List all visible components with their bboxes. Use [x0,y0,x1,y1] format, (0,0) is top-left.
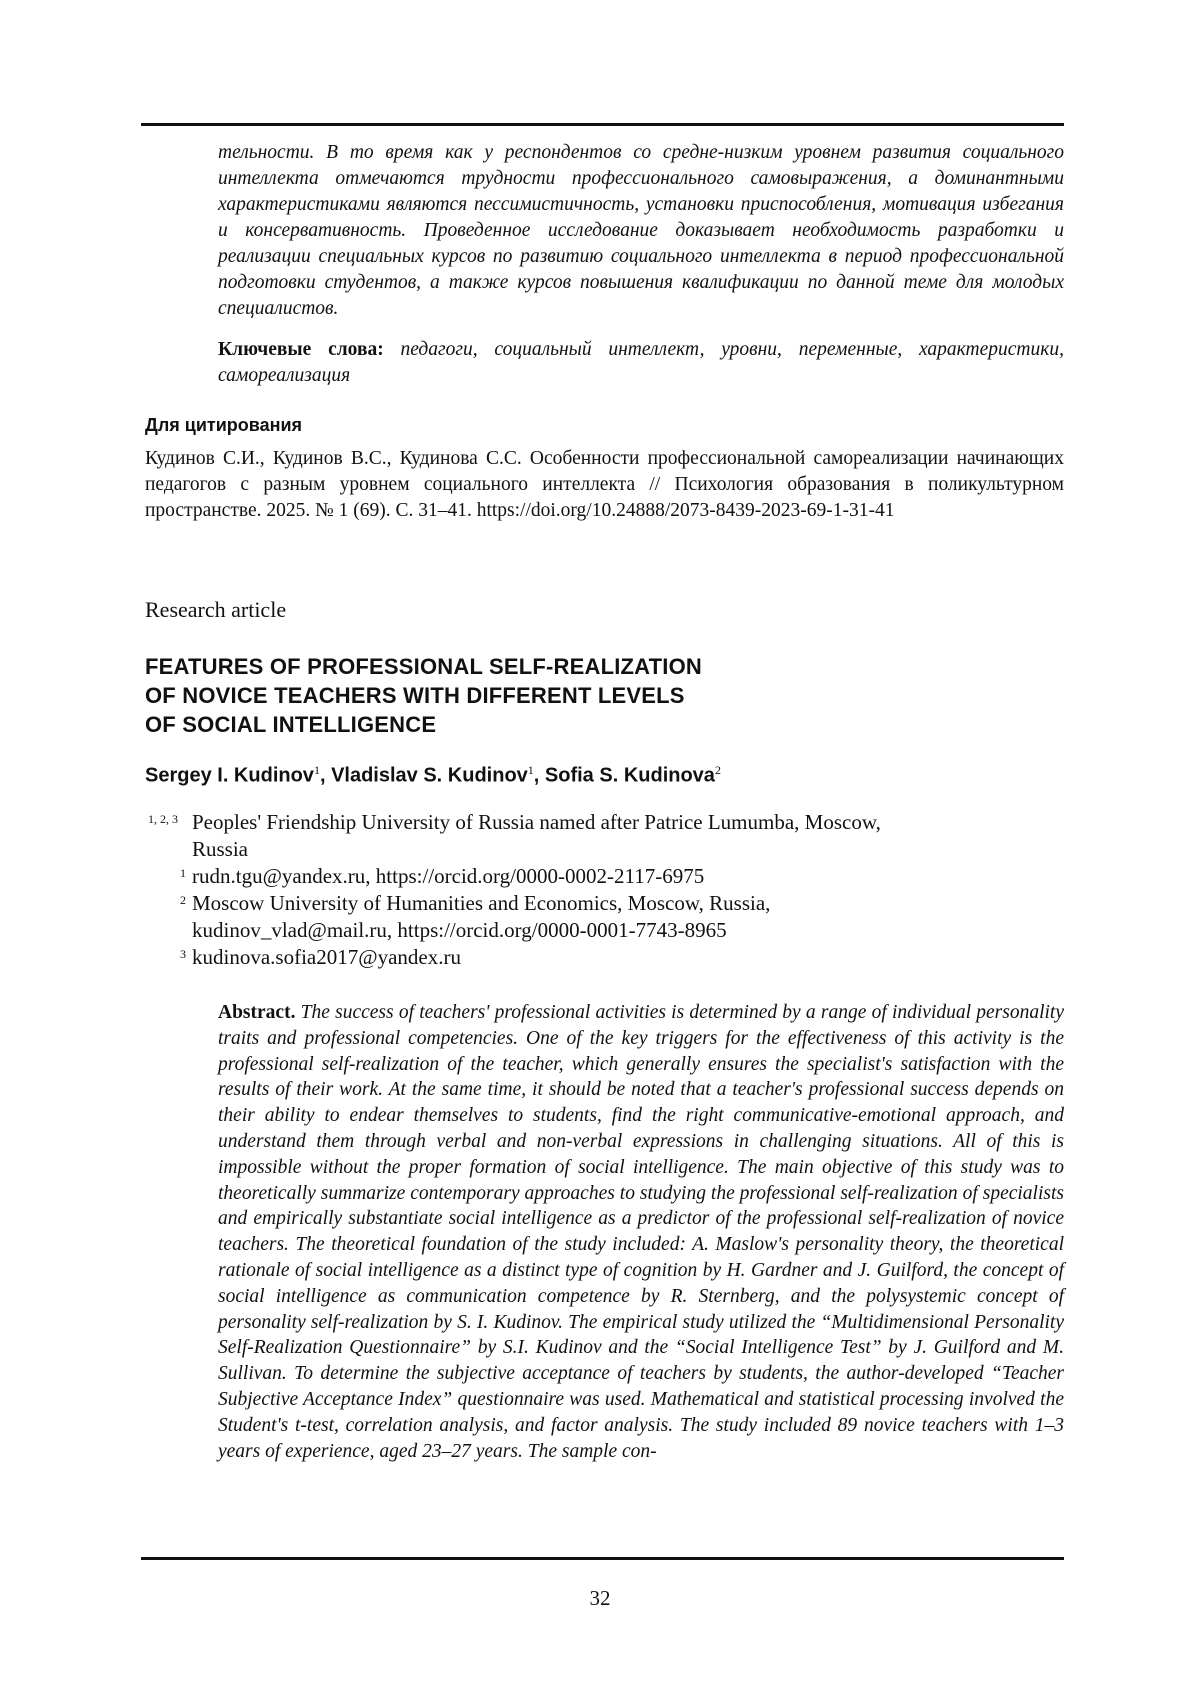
russian-abstract-text: тельности. В то время как у респондентов со средне-низким уровнем развития социального интеллекта отмечаются трудности профессионального самовыражения, а доминантными характеристиками являются пессимистичность, установки приспособления, мотивация избегания и консервативность. Проведенное исследование доказывает необходимость разработки и реализации специальных курсов по развитию социального интеллекта в период профессиональной подготовки студентов, а также курсов повышения квалификации по данной теме для молодых специалистов. [218,140,1064,322]
affiliation-row-continued [145,836,1045,863]
citation-text: Кудинов С.И., Кудинов В.С., Кудинова С.С. Особенности профессиональной самореализации начинающих педагогов с разным уровнем социального интеллекта // Психология образования в поликультурном пространстве. 2025. № 1 (69). С. 31–41. https://doi.org/10.24888/2073-8439-2023-69-1-31-41 [145,446,1064,524]
article-type: Research article [145,597,286,623]
affiliation-text: Moscow University of Humanities and Economics, Moscow, Russia, [192,891,770,915]
author-affiliation-mark: 1 [314,763,320,777]
affiliation-row-continued [145,917,1045,944]
author-contact: kudinova.sofia2017@yandex.ru [192,945,461,969]
page-number: 32 [0,1586,1200,1611]
affiliation-row [145,809,1045,836]
citation-heading: Для цитирования [145,415,302,436]
affiliation-text: Russia [192,837,248,861]
keywords-label: Ключевые слова: [218,339,384,360]
author-separator: , [534,765,545,787]
affiliation-mark: 3 [180,941,186,968]
abstract-text: The success of teachers' professional activities is determined by a range of individual personality traits and professional competencies. One of the key triggers for the effectiveness of this activity is the professional self-realization of the teacher, which generally ensures the specialist's satisfaction with the results of their work. At the same time, it should be noted that a teacher's professional success depends on their ability to endear themselves to students, find the right communicative-emotional approach, and understand them through verbal and non-verbal expressions in challenging situations. All of this is impossible without the proper formation of social intelligence. The main objective of this study was to theoretically summarize contemporary approaches to studying the professional self-realization of specialists and empirically substantiate social intelligence as a predictor of the professional self-realization of novice teachers. The theoretical foundation of the study included: A. Maslow's personality theory, the theoretical rationale of social intelligence as a distinct type of cognition by H. Gardner and J. Guilford, the concept of social intelligence as communication competence by R. Sternberg, and the polysystemic concept of personality self-realization by S. I. Kudinov. The empirical study utilized the “Multidimensional Personality Self-Realization Questionnaire” by S.I. Kudinov and the “Social Intelligence Test” by J. Guilford and M. Sullivan. To determine the subjective acceptance of teachers by students, the author-developed “Teacher Subjective Acceptance Index” questionnaire was used. Mathematical and statistical processing involved the Student's t-test, correlation analysis, and factor analysis. The study included 89 novice teachers with 1–3 years of experience, aged 23–27 years. The sample con- [218,1002,1064,1462]
keywords-ru [218,337,1064,389]
affiliation-mark: 1 [180,860,186,887]
title-line-1: FEATURES OF PROFESSIONAL SELF-REALIZATION [145,652,845,681]
affiliation-mark: 2 [180,887,186,914]
footer-rule [141,1557,1064,1560]
english-abstract [218,1000,1064,1464]
keywords-text: педагоги, социальный интеллект, уровни, переменные, характеристики, самореализация [218,339,1064,386]
affiliation-mark: 1, 2, 3 [148,806,178,833]
abstract-label: Abstract. [218,1002,295,1023]
affiliation-row [145,863,1045,890]
affiliation-text: Peoples' Friendship University of Russia named after Patrice Lumumba, Moscow, [192,810,881,834]
title-line-2: OF NOVICE TEACHERS WITH DIFFERENT LEVELS [145,681,845,710]
russian-abstract-continuation [218,140,1064,322]
author-contact: kudinov_vlad@mail.ru, https://orcid.org/0000-0001-7743-8965 [192,918,727,942]
header-rule [141,123,1064,126]
author-contact: rudn.tgu@yandex.ru, https://orcid.org/0000-0002-2117-6975 [192,864,704,888]
author-separator: , [320,765,331,787]
author-affiliation-mark: 1 [528,763,534,777]
author-name: Sofia S. Kudinova [545,765,715,787]
title-line-3: OF SOCIAL INTELLIGENCE [145,710,845,739]
author-name: Sergey I. Kudinov [145,765,314,787]
author-affiliation-mark: 2 [715,763,721,777]
affiliations [145,809,1045,971]
authors-line [145,763,721,788]
affiliation-row [145,944,1045,971]
article-title [145,652,845,739]
author-name: Vladislav S. Kudinov [331,765,528,787]
affiliation-row [145,890,1045,917]
